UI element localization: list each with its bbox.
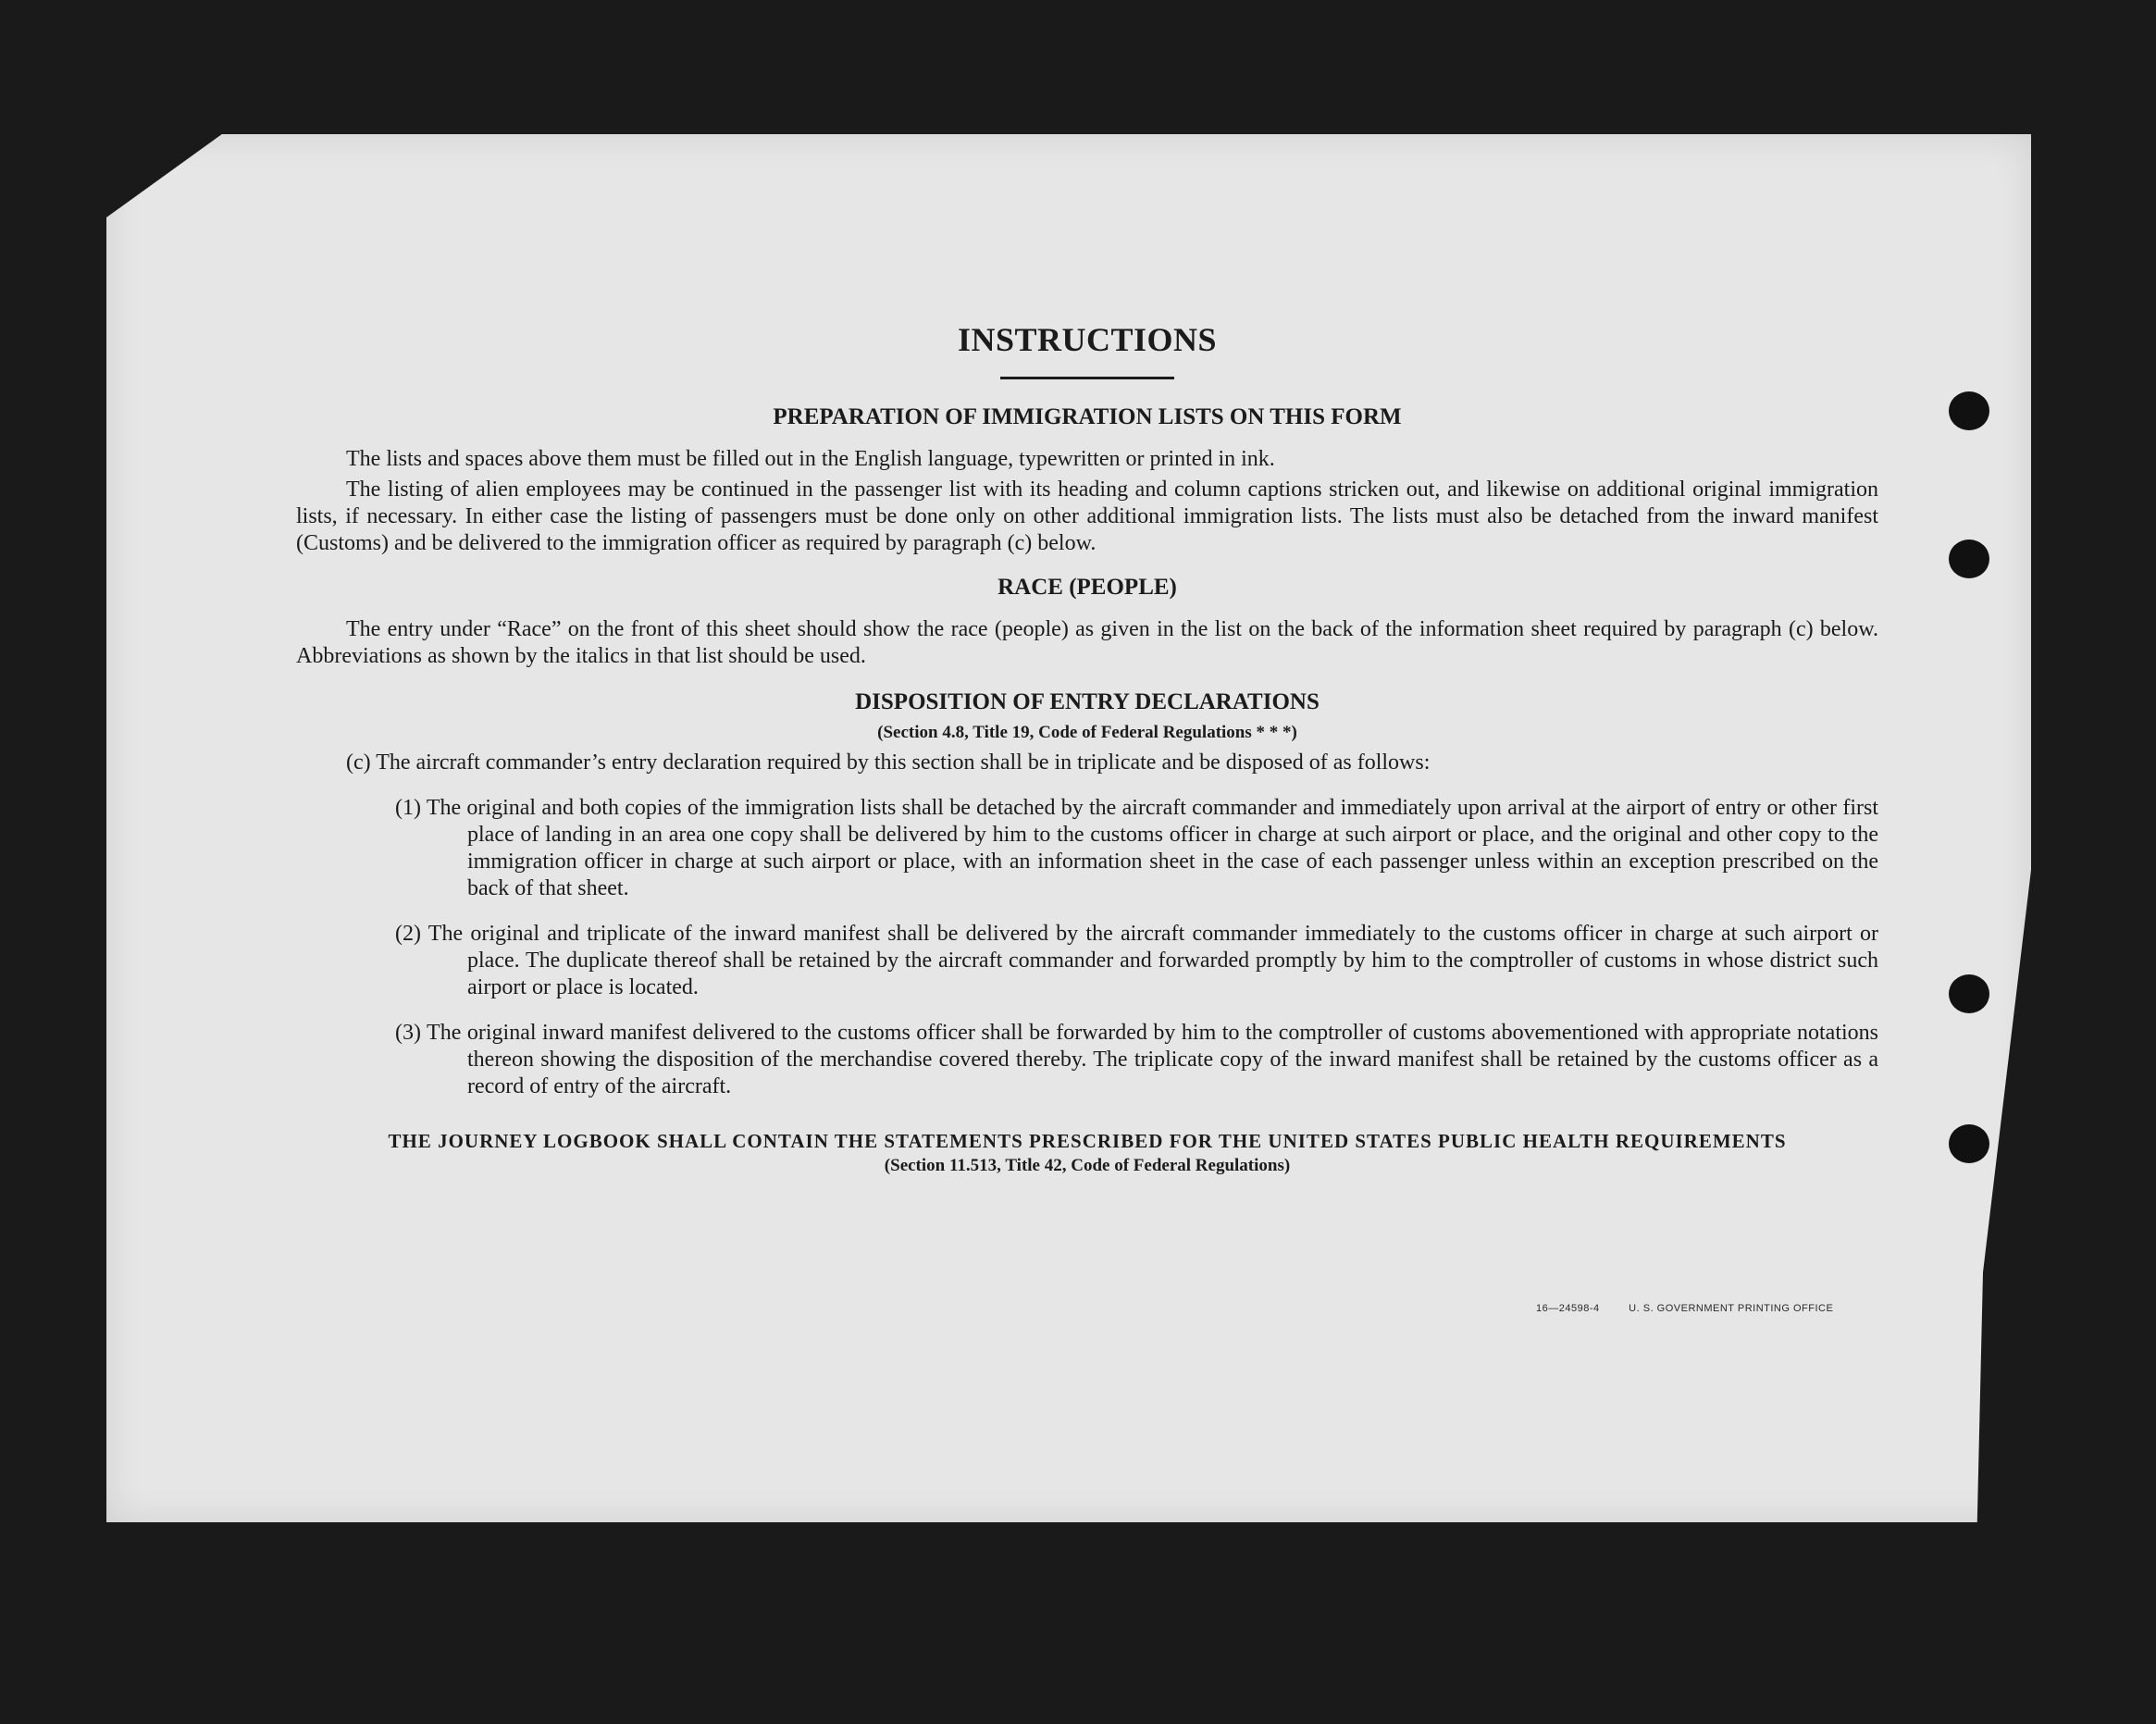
punch-hole (1949, 391, 1989, 430)
punch-hole (1949, 540, 1989, 578)
footer-heading: THE JOURNEY LOGBOOK SHALL CONTAIN THE STATEMENTS PRESCRIBED FOR THE UNITED STATES PUBLIC HEALTH REQUIREMENTS (388, 1130, 1787, 1152)
footer-citation: (Section 11.513, Title 42, Code of Federal Regulations) (884, 1156, 1291, 1175)
paragraph: The lists and spaces above them must be filled out in the English language, typewritten or printed in ink. (346, 447, 1275, 471)
printing-office: U. S. GOVERNMENT PRINTING OFFICE (1629, 1303, 1834, 1314)
section-heading: RACE (PEOPLE) (997, 575, 1177, 600)
list-item: (3) The original inward manifest delivered to the customs officer shall be forwarded by him to the comptroller of customs abovementioned with appropriate notations thereon showing the disposition of the merchandise covered thereby. The triplicate copy of the inward manifest shall be retained by the customs officer as a record of entry of the aircraft. (395, 1021, 1878, 1098)
punch-hole (1949, 974, 1989, 1013)
punch-hole (1949, 1124, 1989, 1163)
section-heading: PREPARATION OF IMMIGRATION LISTS ON THIS FORM (773, 404, 1402, 429)
race-section (296, 574, 1878, 670)
title-underline (1000, 377, 1174, 379)
list-item: (2) The original and triplicate of the inward manifest shall be delivered by the aircraft commander immediately to the customs officer in charge at such airport or place. The duplicate thereof shall be retained by the aircraft commander and forwarded promptly by him to the comptroller of customs in whose district such airport or place is located. (395, 922, 1878, 999)
paragraph: The listing of alien employees may be continued in the passenger list with its heading and column captions stricken out, and likewise on additional original immigration lists, if necessary. In either case the listing of passengers must be done only on other additional immigration lists. The lists must also be detached from the inward manifest (Customs) and be delivered to the immigration officer as required by paragraph (c) below. (296, 478, 1878, 555)
form-code: 16—24598-4 (1536, 1303, 1600, 1314)
list-item: (1) The original and both copies of the immigration lists shall be detached by the aircraft commander and immediately upon arrival at the airport of entry or other first place of landing in an area one copy shall be delivered by him to the customs officer in charge at such airport or place, and the original and other copy to the immigration officer in charge at such airport or place, with an information sheet in the case of each passenger unless within an exception prescribed on the back of that sheet. (395, 796, 1878, 900)
printer-imprint (1536, 1303, 1833, 1314)
paragraph-c: (c) The aircraft commander’s entry declaration required by this section shall be in triplicate and be disposed of as follows: (346, 750, 1431, 775)
section-heading: DISPOSITION OF ENTRY DECLARATIONS (855, 689, 1320, 714)
section-citation: (Section 4.8, Title 19, Code of Federal Regulations * * *) (877, 723, 1297, 742)
page-title: INSTRUCTIONS (957, 321, 1218, 358)
disposition-section (296, 688, 1878, 1100)
preparation-section (296, 403, 1878, 557)
instructions-document (296, 319, 1878, 1178)
paragraph: The entry under “Race” on the front of this sheet should show the race (people) as given in the list on the back of the information sheet required by paragraph (c) below. Abbreviations as shown by the italics in that list should be used. (296, 617, 1878, 668)
